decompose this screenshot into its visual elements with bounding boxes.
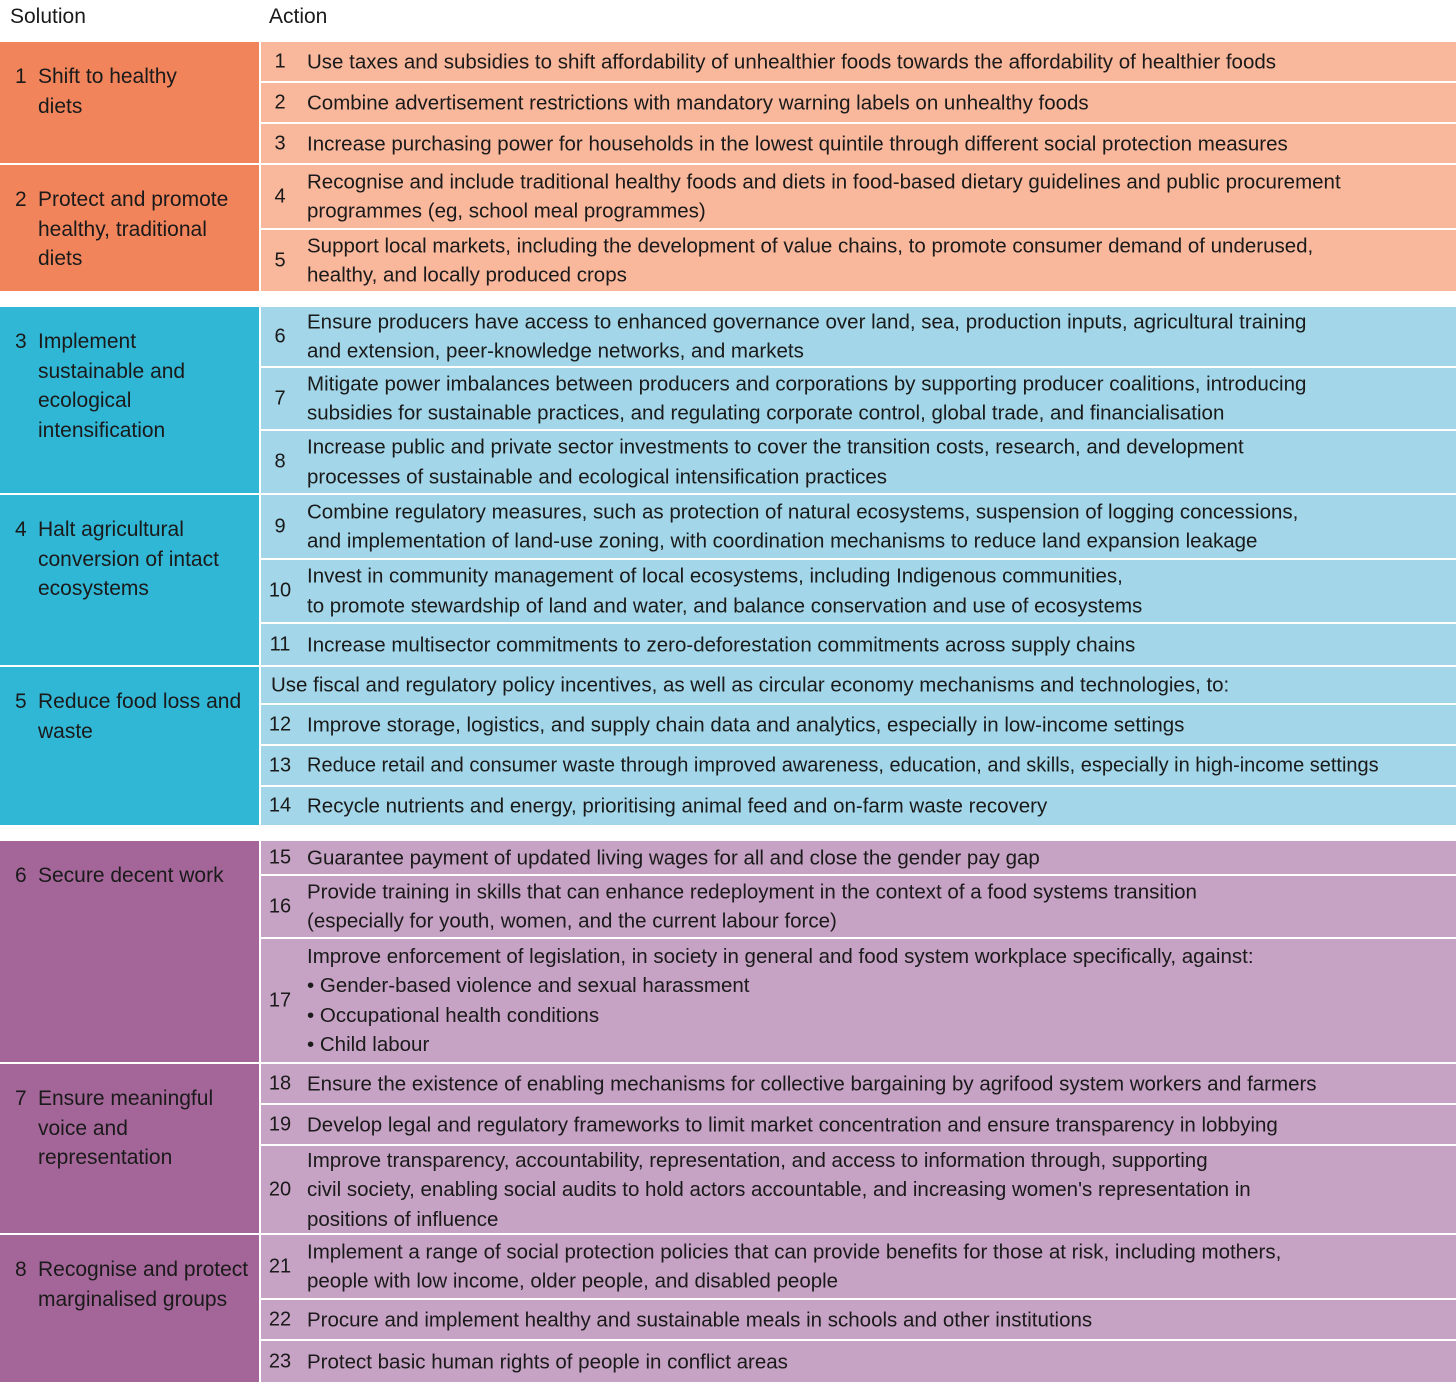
solution-group-3 [0,307,1456,493]
action-row [261,165,1456,228]
solution-number: 5 [15,690,27,713]
action-row [261,83,1456,122]
action-number: 10 [268,579,292,602]
solution-title: Secure decent work [38,864,224,887]
action-number: 21 [268,1255,292,1277]
solution-cell [0,42,259,163]
action-number: 7 [274,387,286,409]
action-text: Develop legal and regulatory frameworks to limit market concentration and ensure transparency in lobbying [307,1112,1278,1136]
action-row [261,42,1456,81]
action-column-header: Action [269,5,328,28]
solution-group-2 [0,165,1456,291]
solution-title: Reduce food loss and waste [38,690,242,743]
solution-cell [0,1235,259,1382]
solution-title: Halt agricultural conversion of intact ecosystems [38,518,219,600]
action-number: 20 [268,1178,292,1200]
solution-number: 3 [15,330,27,353]
action-text: Use taxes and subsidies to shift affordability of unhealthier foods towards the affordability of healthier foods [307,49,1277,73]
action-text: Guarantee payment of updated living wages for all and close the gender pay gap [307,845,1040,869]
action-text: Mitigate power imbalances between producers and corporations by supporting producer coalitions, introducing subsidies for sustainable practices, and regulating corporate control, global trade, and financialisation [307,372,1307,425]
action-number: 22 [268,1308,292,1330]
solution-group-1 [0,42,1456,163]
solution-number: 8 [15,1258,27,1281]
action-number: 5 [274,249,286,271]
action-text: Ensure the existence of enabling mechanisms for collective bargaining by agrifood system workers and farmers [307,1071,1317,1095]
action-text: Invest in community management of local ecosystems, including Indigenous communities, to promote stewardship of land and water, and balance conservation and use of ecosystems [307,564,1143,617]
action-row [261,368,1456,429]
solution-title: Implement sustainable and ecological intensification [38,330,186,442]
solution-cell [0,667,259,825]
action-row [261,841,1456,874]
solution-title: Recognise and protect marginalised groups [38,1258,249,1311]
action-row [261,124,1456,163]
action-number: 12 [268,713,292,735]
action-number: 1 [274,50,286,72]
action-text: Increase multisector commitments to zero-deforestation commitments across supply chains [307,632,1136,656]
solution-cell [0,495,259,665]
action-row [261,1300,1456,1339]
action-intro-text: Use fiscal and regulatory policy incentives, as well as circular economy mechanisms and technologies, to: [271,673,1230,697]
solution-number: 7 [15,1087,27,1110]
action-row [261,307,1456,366]
action-text: Improve storage, logistics, and supply chain data and analytics, especially in low-income settings [307,712,1185,736]
action-text: Recycle nutrients and energy, prioritising animal feed and on-farm waste recovery [307,794,1048,818]
action-text: Protect basic human rights of people in conflict areas [307,1349,788,1373]
action-row [261,939,1456,1062]
action-text: Improve transparency, accountability, representation, and access to information through, supporting civil society, enabling social audits to hold actors accountable, and increasing women's representation in positions of influence [307,1148,1251,1231]
action-number: 3 [274,132,286,154]
action-text: Improve enforcement of legislation, in society in general and food system workplace specifically, against: • Gender-based violence and sexual harassment • Occupational health conditions • Child labour [307,944,1254,1056]
solution-number: 2 [15,188,27,211]
solution-title: Shift to healthy diets [38,65,177,118]
action-text: Reduce retail and consumer waste through improved awareness, education, and skills, especially in high-income settings [307,753,1379,776]
action-number: 8 [274,450,286,473]
action-number: 11 [269,633,291,655]
action-row [261,1341,1456,1382]
action-row [261,705,1456,744]
action-text: Ensure producers have access to enhanced governance over land, sea, production inputs, agricultural training and extension, peer-knowledge networks, and markets [307,310,1307,363]
solution-cell [0,307,259,493]
action-number: 13 [268,754,292,776]
action-text: Combine regulatory measures, such as protection of natural ecosystems, suspension of logging concessions, and implementation of land-use zoning, with coordination mechanisms to reduce land expansion leakage [307,500,1299,553]
solution-column-header: Solution [10,5,86,28]
solution-cell [0,841,259,1062]
action-text: Combine advertisement restrictions with mandatory warning labels on unhealthy foods [307,90,1089,114]
action-row [261,560,1456,622]
solution-group-6 [0,841,1456,1062]
action-number: 6 [274,325,286,347]
action-row [261,495,1456,558]
action-row [261,876,1456,937]
action-number: 4 [274,185,286,207]
solution-title: Protect and promote healthy, traditional diets [38,188,229,270]
action-text: Implement a range of social protection policies that can provide benefits for those at risk, including mothers, people with low income, older people, and disabled people [307,1240,1282,1293]
action-text: Increase purchasing power for households in the lowest quintile through different social protection measures [307,131,1288,155]
solution-group-4 [0,495,1456,665]
action-text: Support local markets, including the development of value chains, to promote consumer demand of underused, healthy, and locally produced crops [307,234,1314,287]
action-row [261,1064,1456,1103]
action-text: Increase public and private sector investments to cover the transition costs, research, and development processes of sustainable and ecological intensification practices [307,435,1244,488]
action-row [261,746,1456,785]
solution-number: 6 [15,864,27,887]
solution-number: 4 [15,518,27,541]
action-number: 14 [268,794,292,817]
action-row [261,1235,1456,1298]
solution-title: Ensure meaningful voice and representation [38,1087,214,1169]
solution-group-7 [0,1064,1456,1233]
solution-group-8 [0,1235,1456,1382]
action-number: 9 [274,515,286,537]
action-row [261,230,1456,291]
action-row [261,1146,1456,1233]
action-intro-row [261,667,1456,703]
solution-cell [0,1064,259,1233]
solution-group-5 [0,667,1456,825]
action-number: 19 [268,1113,292,1135]
action-number: 2 [274,91,286,113]
action-row [261,787,1456,825]
action-number: 15 [268,846,292,868]
action-number: 16 [268,895,292,917]
action-number: 17 [268,989,292,1011]
action-text: Provide training in skills that can enhance redeployment in the context of a food systems transition (especially for youth, women, and the current labour force) [307,880,1197,933]
action-number: 18 [268,1072,292,1094]
solution-cell [0,165,259,291]
action-row [261,431,1456,493]
action-text: Procure and implement healthy and sustainable meals in schools and other institutions [307,1307,1093,1331]
action-text: Recognise and include traditional healthy foods and diets in food-based dietary guidelines and public procurement programmes (eg, school meal programmes) [307,170,1341,223]
solution-number: 1 [15,65,27,88]
action-row [261,624,1456,665]
action-number: 23 [268,1350,292,1372]
action-row [261,1105,1456,1144]
